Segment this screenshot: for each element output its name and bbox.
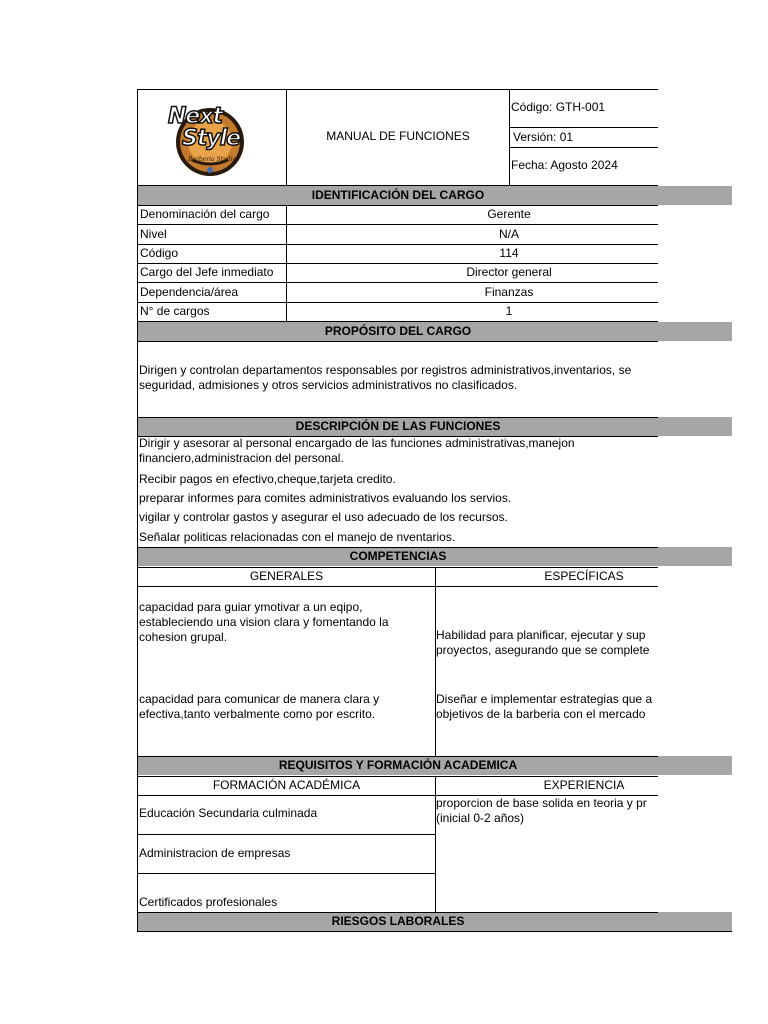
grid-line — [286, 205, 287, 321]
field-label-n-cargos: N° de cargos — [140, 304, 210, 318]
field-label-dependencia: Dependencia/área — [140, 285, 239, 299]
field-value-codigo: 114 — [499, 246, 519, 260]
section-title-competencias: COMPETENCIAS — [349, 549, 447, 563]
funcion-item: vigilar y controlar gastos y asegurar el uso adecuado de los recursos. — [139, 510, 508, 524]
grid-line — [509, 89, 510, 186]
formacion-item: Certificados profesionales — [139, 895, 278, 909]
funcion-item: preparar informes para comites administrativos evaluando los servios. — [139, 491, 512, 505]
column-header-formacion: FORMACIÓN ACADÉMICA — [212, 778, 361, 792]
grid-line — [137, 795, 658, 796]
section-title-proposito: PROPÓSITO DEL CARGO — [324, 324, 472, 338]
document-version: Versión: 01 — [513, 130, 574, 144]
grid-line — [137, 436, 658, 437]
grid-line — [286, 89, 287, 186]
competencia-especifica-1-line-2: proyectos, asegurando que se complete — [436, 643, 650, 657]
grid-line — [137, 263, 658, 264]
grid-line — [137, 873, 435, 874]
section-title-descripcion: DESCRIPCIÓN DE LAS FUNCIONES — [295, 419, 501, 433]
formacion-item: Administracion de empresas — [139, 846, 291, 860]
logo-word-next: Next — [168, 104, 223, 129]
grid-line — [137, 776, 658, 777]
column-header-especificas: ESPECÍFICAS — [544, 569, 624, 583]
grid-line — [137, 205, 658, 206]
competencia-general-2-line-2: efectiva,tanto verbalmente como por escrito. — [139, 707, 376, 721]
grid-line — [137, 185, 658, 186]
experiencia-text — [436, 796, 658, 828]
grid-line — [137, 321, 658, 322]
funcion-1-line-1: Dirigir y asesorar al personal encargado de las funciones administrativas,manejon — [139, 436, 575, 450]
competencia-especifica — [436, 628, 658, 660]
funcion-1-line-2: financiero,administracion del personal. — [139, 451, 344, 465]
manual-title: MANUAL DE FUNCIONES — [326, 129, 470, 143]
grid-line — [137, 244, 658, 245]
competencia-general-2-line-1: capacidad para comunicar de manera clara y — [139, 692, 380, 706]
competencia-especifica — [436, 692, 658, 724]
grid-line — [137, 282, 658, 283]
column-header-generales: GENERALES — [249, 569, 324, 583]
competencia-general-1-line-1: capacidad para guiar ymotivar a un eqipo, — [139, 600, 363, 614]
funcion-item: Recibir pagos en efectivo,cheque,tarjeta credito. — [139, 472, 396, 486]
competencia-general — [139, 692, 434, 724]
column-header-experiencia: EXPERIENCIA — [543, 778, 625, 792]
competencia-especifica-2-line-2: objetivos de la barberia con el mercado — [436, 707, 646, 721]
logo-word-style: Style — [182, 126, 241, 151]
proposito-text — [139, 363, 658, 395]
company-logo — [162, 102, 258, 178]
competencia-general-1-line-2: estableciendo una vision clara y fomentando la — [139, 615, 389, 629]
grid-line — [435, 776, 436, 912]
document-code: Código: GTH-001 — [511, 100, 606, 114]
proposito-line-2: seguridad, admisiones y otros servicios administrativos no clasificados. — [139, 378, 518, 392]
field-value-jefe: Director general — [466, 265, 552, 279]
grid-line — [137, 302, 658, 303]
document-date: Fecha: Agosto 2024 — [511, 158, 618, 172]
grid-line — [509, 147, 658, 148]
grid-line — [137, 931, 732, 932]
field-value-n-cargos: 1 — [505, 304, 513, 318]
competencia-especifica-1-line-1: Habilidad para planificar, ejecutar y sup — [436, 628, 646, 642]
competencia-general — [139, 600, 434, 648]
grid-line — [435, 567, 436, 756]
grid-line — [137, 89, 658, 90]
field-label-nivel: Nivel — [140, 227, 167, 241]
funcion-item — [139, 436, 658, 468]
grid-line — [137, 586, 658, 587]
proposito-line-1: Dirigen y controlan departamentos responsables por registros administrativos,inventarios, se — [139, 363, 632, 377]
grid-line — [137, 756, 658, 757]
grid-line — [137, 912, 658, 913]
logo-tagline: Barberia Studio — [188, 156, 237, 163]
competencia-general-1-line-3: cohesion grupal. — [139, 630, 228, 644]
funcion-item: Señalar politicas relacionadas con el manejo de nventarios. — [139, 530, 456, 544]
competencia-especifica-2-line-1: Diseñar e implementar estrategias que a — [436, 692, 653, 706]
grid-line — [137, 834, 435, 835]
experiencia-line-1: proporcion de base solida en teoria y pr — [436, 796, 647, 810]
grid-line — [137, 417, 658, 418]
field-label-denominacion: Denominación del cargo — [140, 207, 270, 221]
section-title-riesgos: RIESGOS LABORALES — [331, 914, 465, 928]
field-value-denominacion: Gerente — [487, 207, 531, 221]
grid-line — [509, 127, 658, 128]
grid-line — [137, 567, 658, 568]
field-value-dependencia: Finanzas — [484, 285, 534, 299]
field-value-nivel: N/A — [498, 227, 519, 241]
experiencia-line-2: (inicial 0-2 años) — [436, 811, 525, 825]
field-label-jefe: Cargo del Jefe inmediato — [140, 265, 274, 279]
section-title-identificacion: IDENTIFICACIÓN DEL CARGO — [311, 188, 485, 202]
field-label-codigo: Código — [140, 246, 179, 260]
grid-line — [137, 89, 138, 932]
grid-line — [137, 341, 658, 342]
grid-line — [137, 224, 658, 225]
grid-line — [137, 547, 658, 548]
section-title-requisitos: REQUISITOS Y FORMACIÓN ACADEMICA — [278, 758, 518, 772]
formacion-item: Educación Secundaria culminada — [139, 806, 318, 820]
